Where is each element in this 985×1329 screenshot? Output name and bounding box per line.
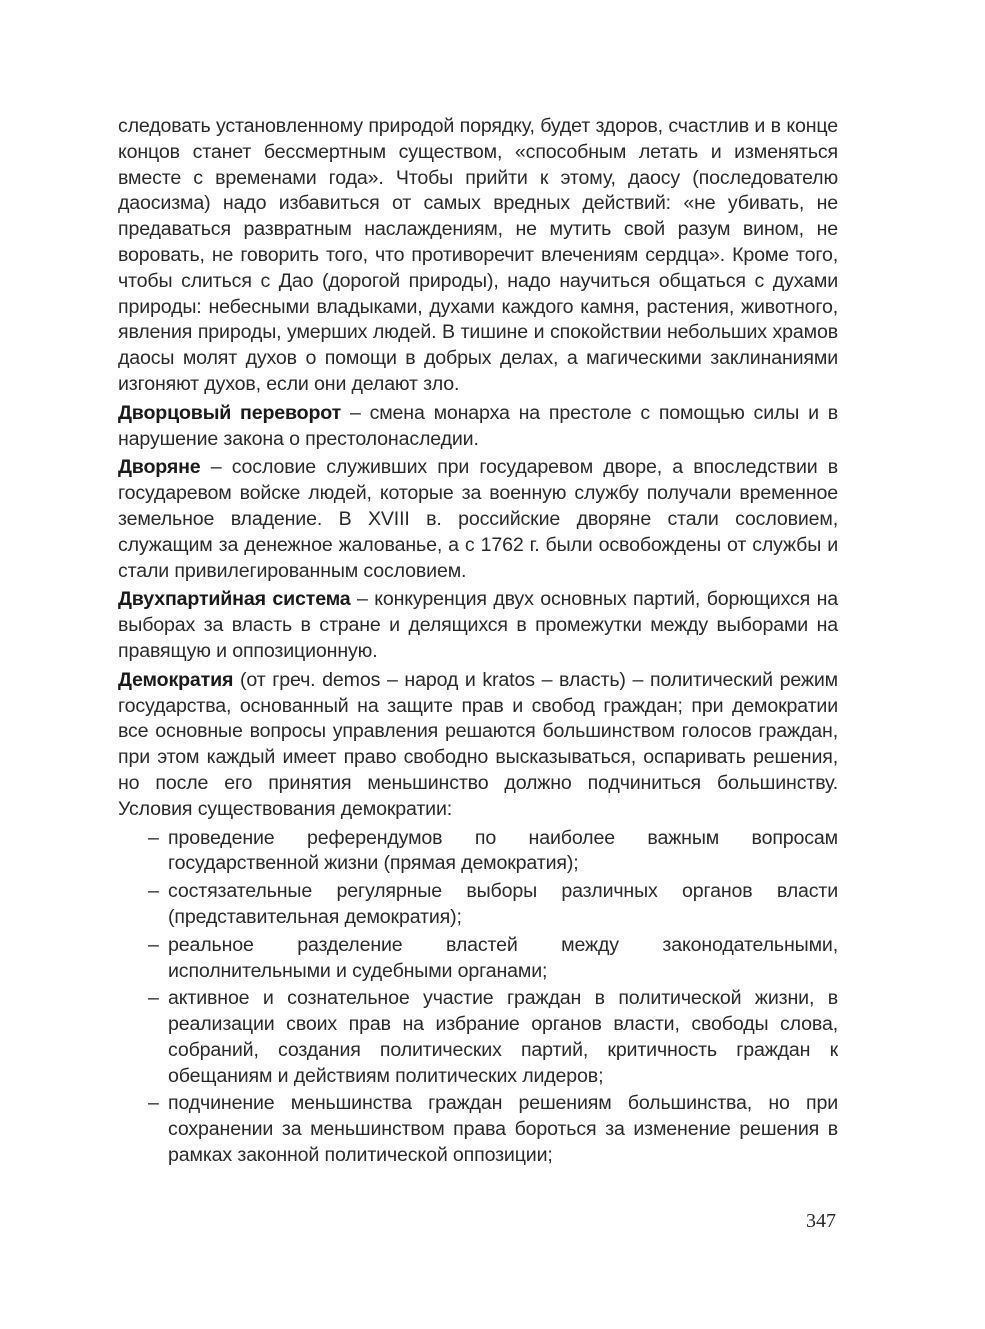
list-item-text: активное и сознательное участие граждан в политической жизни, в реализации своих прав на избрание органов власти, свободы слова, собраний, создания политических партий, критичность граждан к обещаниям и действиям политических лидеров; bbox=[168, 987, 838, 1087]
list-item-text: состязательные регулярные выборы различных органов власти (представительная демократия); bbox=[168, 880, 838, 928]
entry-term: Двухпартийная система bbox=[118, 588, 351, 611]
entry-definition: – смена монарха на престоле с помощью силы и в нарушение закона о престолонаследии. bbox=[118, 401, 838, 450]
page-number: 347 bbox=[806, 1210, 836, 1232]
entry-term: Дворяне bbox=[118, 456, 201, 479]
list-item-text: реальное разделение властей между законодательными, исполнительными и судебными органами; bbox=[168, 933, 838, 982]
list-item-text: подчинение меньшинства граждан решениям большинства, но при сохранении за меньшинством права бороться за изменение решения в рамках законной политической оппозиции; bbox=[168, 1092, 838, 1167]
entry-dvukhpartiinaya-sistema bbox=[118, 587, 838, 664]
page-body bbox=[118, 114, 838, 1171]
list-dash: – bbox=[148, 880, 159, 903]
list-item bbox=[118, 986, 838, 1089]
entry-dvoryane bbox=[118, 455, 838, 584]
list-item-text: проведение референдумов по наиболее важным вопросам государственной жизни (прямая демократия); bbox=[168, 826, 838, 875]
intro-paragraph: следовать установленному природой порядку, будет здоров, счастлив и в конце концов станет бессмертным существом, «способным летать и изменяться вместе с временами года». Чтобы прийти к этому, даосу (последователю даосизма) надо избавиться от самых вредных действий: «не убивать, не предаваться развратным наслаждениям, не мутить свой разум вином, не воровать, не говорить того, что противоречит влечениям сердца». Кроме того, чтобы слиться с Дао (дорогой природы), надо научиться общаться с духами природы: небесными владыками, духами каждого камня, растения, животного, явления природы, умерших людей. В тишине и спокойствии небольших храмов даосы молят духов о помощи в добрых делах, а магическими заклинаниями изгоняют духов, если они делают зло. bbox=[118, 115, 838, 395]
list-item bbox=[118, 1091, 838, 1168]
list-dash: – bbox=[148, 933, 159, 956]
list-item bbox=[118, 826, 838, 878]
entry-definition: – конкуренция двух основных партий, борющихся на выборах за власть в стране и делящихся в промежутки между выборами на правящую и оппозиционную. bbox=[118, 588, 839, 662]
list-dash: – bbox=[148, 826, 159, 849]
entry-definition: (от греч. demos – народ и kratos – власть) – политический режим государства, основанный на защите прав и свобод граждан; при демократии все основные вопросы управления решаются большинством голосов граждан, при этом каждый имеет право свободно высказываться, оспаривать решения, но после его принятия меньшинство должно подчиниться большинству. Условия существования демократии: bbox=[118, 668, 838, 820]
entry-definition: – сословие служивших при государевом дворе, а впоследствии в государевом войске людей, которые за военную службу получали временное земельное владение. В XVIII в. российские дворяне стали сословием, служащим за денежное жалованье, а с 1762 г. были освобождены от службы и стали привилегированным сословием. bbox=[118, 456, 838, 582]
list-dash: – bbox=[148, 1092, 159, 1115]
entry-term: Демократия bbox=[118, 668, 234, 691]
democracy-conditions-list bbox=[118, 826, 838, 1169]
entry-dvortsovyi-perevorot bbox=[118, 401, 838, 453]
list-dash: – bbox=[148, 987, 159, 1010]
entry-demokratiya bbox=[118, 668, 838, 823]
list-item bbox=[118, 879, 838, 931]
entry-term: Дворцовый переворот bbox=[118, 401, 342, 424]
list-item bbox=[118, 933, 838, 985]
